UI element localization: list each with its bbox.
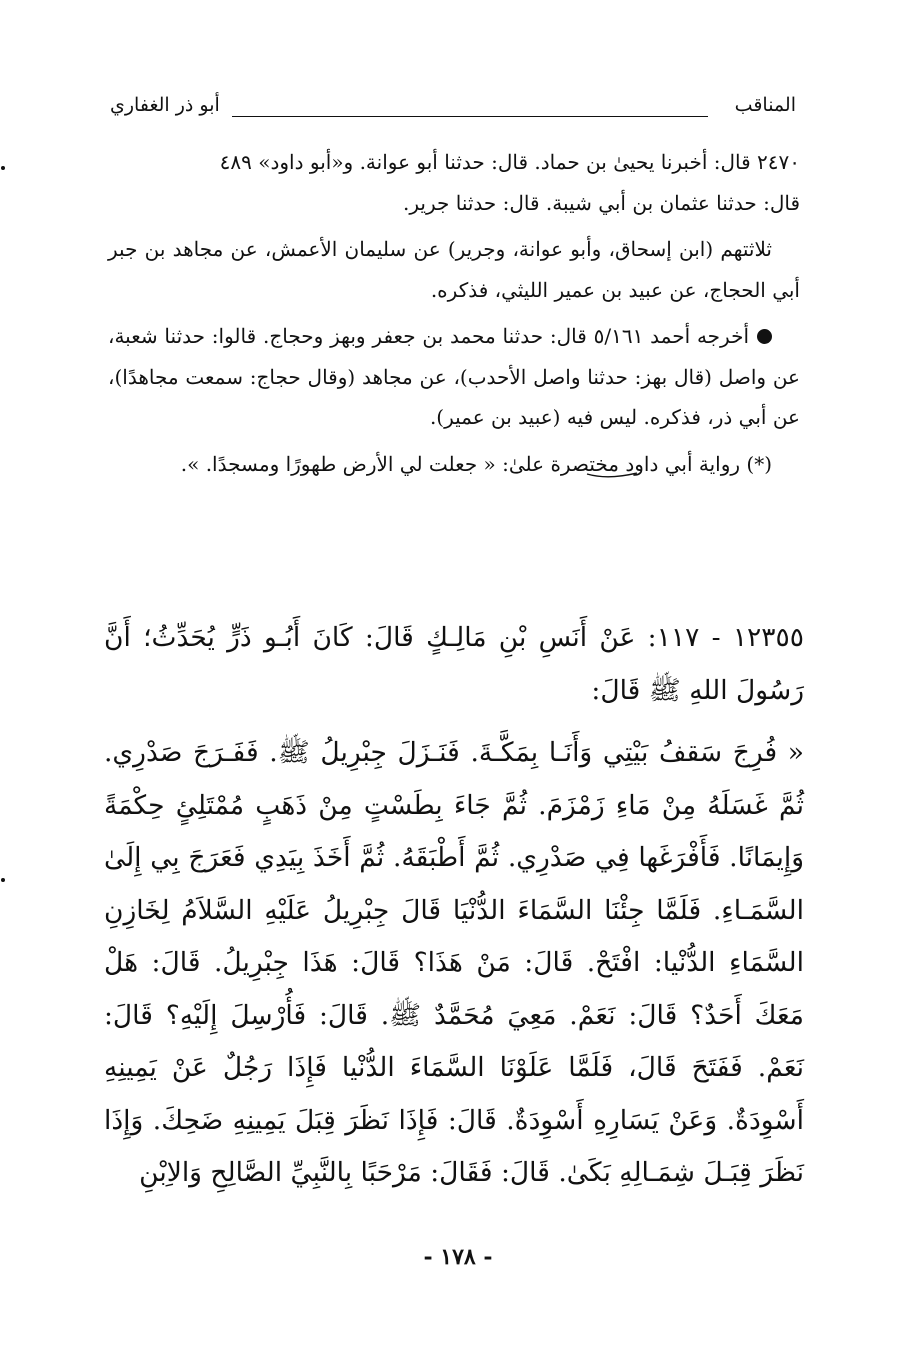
note-line-1: ٢٤٧٠ قال: أخبرنا يحيىٰ بن حماد. قال: حدثنا أبو عوانة. و«أبو داود» ٤٨٩	[219, 150, 800, 174]
hadith-heading: ١٢٣٥٥ - ١١٧: عَنْ أَنَسِ بْنِ مَالِـكٍ قَالَ: كَانَ أَبُـو ذَرٍّ يُحَدِّثُ؛ أَنَّ رَسُولَ اللهِ ﷺ قَالَ:	[104, 622, 804, 706]
header-rule	[232, 116, 708, 117]
header-section-title: أبو ذر الغفاري	[110, 94, 220, 116]
ornament-swash	[586, 470, 638, 480]
scan-speck	[1, 166, 5, 170]
running-header	[110, 94, 796, 128]
note-paragraph-ahmad	[108, 316, 800, 438]
page-number: - ١٧٨ -	[423, 1244, 493, 1270]
bullet-icon	[757, 329, 772, 344]
note-paragraph-abu-dawud: (*) رواية أبي داود مختصرة علىٰ: « جعلت لي الأرض طهورًا ومسجدًا. ».	[180, 451, 772, 476]
footnote-block	[108, 142, 800, 484]
note-paragraph-chains: ثلاثتهم (ابن إسحاق، وأبو عوانة، وجرير) عن سليمان الأعمش، عن مجاهد بن جبر أبي الحجاج، عن عبيد بن عمير الليثي، فذكره.	[108, 237, 800, 302]
note-paragraph-ahmad-text: أخرجه أحمد ٥/١٦١ قال: حدثنا محمد بن جعفر وبهز وحجاج. قالوا: حدثنا شعبة، عن واصل (قال بهز: حدثنا واصل الأحدب)، عن مجاهد (وقال حجاج: سمعت مجاهدًا)، عن أبي ذر، فذكره. ليس فيه (عبيد بن عمير).	[108, 324, 800, 429]
note-line-2: قال: حدثنا عثمان بن أبي شيبة. قال: حدثنا جرير.	[403, 190, 800, 215]
header-chapter-title: المناقب	[734, 94, 796, 116]
hadith-block	[104, 612, 804, 1200]
hadith-text: « فُرِجَ سَقفُ بَيْتِي وَأَنَـا بِمَكَّـةَ. فَنَـزَلَ جِبْرِيلُ ﷺ. فَفَـرَجَ صَدْرِي. ثُمَّ غَسَلَهُ مِنْ مَاءِ زَمْزَمَ. ثُمَّ جَاءَ بِطَسْتٍ مِنْ ذَهَبٍ مُمْتَلِئٍ حِكْمَةً وَإِيمَانًا. فَأَفْرَغَها فِي صَدْرِي. ثُمَّ أَطْبَقَهُ. ثُمَّ أَخَذَ بِيَدِي فَعَرَجَ بِي إِلَىٰ السَّمَـاءِ. فَلَمَّا جِئْنَا السَّمَاءَ الدُّنْيَا قَالَ جِبْرِيلُ عَلَيْهِ السَّلاَمُ لِخَازِنِ السَّمَاءِ الدُّنْيا: افْتَحْ. قَالَ: مَنْ هَذَا؟ قَالَ: هَذَا جِبْرِيلُ. قَالَ: هَلْ مَعَكَ أَحَدٌ؟ قَالَ: نَعَمْ. مَعِيَ مُحَمَّدٌ ﷺ. قَالَ: فَأُرْسِلَ إِلَيْهِ؟ قَالَ: نَعَمْ. فَفَتَحَ قَالَ، فَلَمَّا عَلَوْنَا السَّمَاءَ الدُّنْيا فَإِذَا رَجُلٌ عَنْ يَمِينِهِ أَسْوِدَةٌ. وَعَنْ يَسَارِهِ أَسْوِدَةٌ. قَالَ: فَإِذَا نَظَرَ قِبَلَ يَمِينِهِ ضَحِكَ. وَإِذَا نَظَرَ قِبَـلَ شِمَـالِهِ بَكَىٰ. قَالَ: فَقَالَ: مَرْحَبًا بِالنَّبِيِّ الصَّالِحِ وَالاِبْنِ	[104, 737, 804, 1188]
scan-speck	[1, 878, 5, 882]
